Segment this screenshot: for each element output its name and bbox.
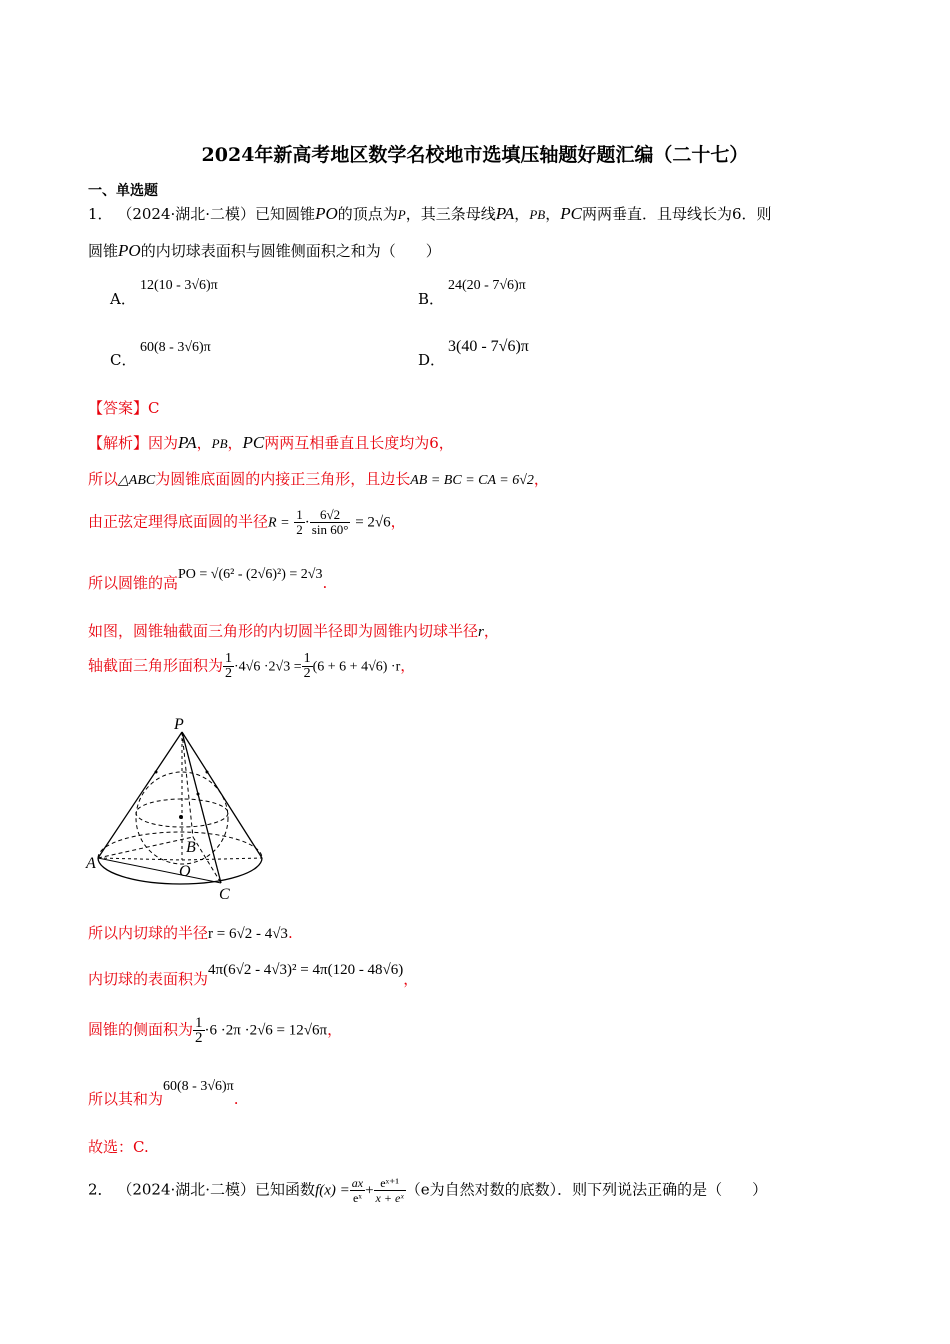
math-p: P — [397, 207, 406, 222]
math-po: PO — [315, 204, 338, 223]
analysis-text: 如图，圆锥轴截面三角形的内切圆半径即为圆锥内切球半径 — [88, 622, 479, 640]
analysis-tag: 【解析】 — [88, 434, 149, 452]
math-expr: ·6 ·2π ·2√6 = 12√6π — [204, 1022, 328, 1039]
math-r: r — [478, 624, 484, 640]
punct: ， — [400, 656, 416, 675]
fraction — [374, 1176, 406, 1205]
analysis-line-10 — [88, 1079, 239, 1109]
analysis-text: 轴截面三角形面积为 — [88, 656, 224, 675]
frac-den: 2 — [296, 522, 303, 537]
question-number: 1． — [88, 205, 113, 223]
frac-num: 1 — [303, 651, 311, 666]
math-po: PO — [118, 241, 141, 260]
analysis-line-3 — [88, 508, 406, 537]
frac-den: 2 — [195, 1030, 203, 1046]
cone-sphere-figure — [84, 712, 274, 902]
analysis-text: 为圆锥底面圆的内接正三角形，且边长 — [155, 470, 411, 488]
frac-den: 2 — [303, 666, 311, 681]
punct: ， — [483, 622, 499, 640]
label-b: B — [186, 839, 196, 856]
math-r: R = — [268, 515, 290, 531]
fraction — [310, 508, 351, 537]
frac-num: 1 — [225, 651, 233, 666]
analysis-text: 两两互相垂直且长度均为6， — [264, 434, 454, 452]
label-p: P — [174, 716, 184, 733]
math-fx: f(x) = — [315, 1182, 350, 1199]
question-text: 的内切球表面积与圆锥侧面积之和为（ ） — [140, 242, 441, 260]
analysis-line-4 — [88, 567, 328, 593]
math-pb: PB — [211, 436, 228, 451]
question-text: （e为自然对数的底数）．则下列说法正确的是（ ） — [405, 1180, 768, 1199]
math-expr: (6 + 6 + 4√6) ·r — [312, 659, 401, 675]
punct: . — [233, 1090, 239, 1108]
page-title: 2024年新高考地区数学名校地市选填压轴题好题汇编（二十七） — [201, 144, 749, 166]
math-pc: PC — [242, 433, 265, 452]
option-d-value[interactable]: 3(40 - 7√6)π — [448, 338, 529, 355]
analysis-text: 所以圆锥的高 — [88, 574, 179, 592]
question-text: 已知圆锥 — [255, 205, 316, 223]
analysis-line-8 — [88, 962, 419, 989]
section-heading: 一、单选题 — [88, 183, 158, 199]
analysis-text: 内切球的表面积为 — [88, 970, 209, 988]
math-pa: PA — [495, 204, 515, 223]
frac-num: 1 — [195, 1015, 203, 1031]
frac-den: eˣ — [353, 1191, 362, 1205]
analysis-line-5 — [88, 620, 499, 641]
frac-den: x + eˣ — [375, 1191, 404, 1205]
frac-den: sin 60° — [311, 522, 349, 537]
analysis-line-11: 故选：C. — [88, 1138, 149, 1156]
math-sum: 60(8 - 3√6)π — [163, 1079, 234, 1094]
analysis-text: 所以内切球的半径 — [88, 924, 209, 942]
math-dot: · — [304, 514, 310, 531]
analysis-line-9 — [88, 1016, 342, 1045]
option-c-value[interactable]: 60(8 - 3√6)π — [140, 340, 211, 355]
label-o: O — [179, 863, 191, 880]
math-radius: r = 6√2 - 4√3 — [208, 926, 288, 942]
frac-num: eˣ⁺¹ — [374, 1176, 406, 1191]
math-surface: 4π(6√2 - 4√3)² = 4π(120 - 48√6) — [208, 962, 404, 978]
punct: ， — [533, 470, 549, 488]
analysis-text: 所以其和为 — [88, 1090, 164, 1108]
math-side-length: AB = BC = CA = 6√2 — [410, 473, 534, 488]
question-source: （2024·湖北·二模） — [117, 205, 256, 223]
analysis-text: 因为 — [148, 434, 179, 452]
question-text: 圆锥 — [88, 242, 119, 260]
answer-line — [88, 397, 160, 418]
math-plus: + — [365, 1182, 374, 1199]
option-c-label[interactable]: C． — [110, 351, 137, 369]
analysis-line-6 — [88, 652, 415, 681]
option-b-label[interactable]: B． — [418, 290, 445, 308]
analysis-line-1 — [88, 432, 454, 453]
question-1-line-1 — [88, 203, 772, 224]
question-text: 已知函数 — [255, 1180, 316, 1199]
frac-den: 2 — [225, 666, 233, 681]
fraction — [302, 652, 313, 681]
fraction — [294, 508, 305, 537]
punct: ， — [514, 205, 530, 223]
fraction — [350, 1176, 365, 1205]
analysis-text: 由正弦定理得底面圆的半径 — [88, 512, 269, 531]
label-a: A — [86, 855, 96, 872]
punct: ， — [545, 205, 561, 223]
punct: ， — [196, 434, 212, 452]
math-height: PO = √(6² - (2√6)²) = 2√3 — [178, 567, 323, 582]
analysis-line-2 — [88, 468, 549, 489]
question-number: 2． — [88, 1180, 113, 1199]
punct: . — [322, 574, 328, 592]
question-2-line-1 — [88, 1176, 767, 1205]
answer-value: C — [148, 399, 160, 417]
question-text: ，其三条母线 — [405, 205, 496, 223]
analysis-line-7 — [88, 922, 293, 943]
option-a-value[interactable]: 12(10 - 3√6)π — [140, 278, 218, 293]
punct: ， — [327, 1020, 343, 1039]
analysis-text: 所以 — [88, 470, 119, 488]
frac-num: ax — [351, 1176, 364, 1190]
question-text: 两两垂直．且母线长为6．则 — [581, 205, 772, 223]
math-result: = 2√6 — [355, 514, 391, 531]
fraction — [223, 652, 234, 681]
analysis-text: 圆锥的侧面积为 — [88, 1020, 194, 1039]
option-d-label[interactable]: D． — [418, 351, 446, 369]
option-a-label[interactable]: A． — [110, 290, 136, 308]
math-pb: PB — [529, 207, 546, 222]
punct: ， — [390, 512, 406, 531]
answer-tag: 【答案】 — [88, 399, 149, 417]
question-source: （2024·湖北·二模） — [117, 1180, 256, 1199]
frac-num: 1 — [296, 507, 303, 522]
option-b-value[interactable]: 24(20 - 7√6)π — [448, 278, 526, 293]
question-text: 的顶点为 — [337, 205, 398, 223]
punct: ， — [403, 970, 419, 988]
label-c: C — [219, 886, 230, 902]
math-triangle: △ABC — [118, 473, 156, 488]
punct: ， — [227, 434, 243, 452]
punct: . — [287, 924, 293, 942]
math-pa: PA — [178, 433, 197, 452]
frac-num: 6√2 — [310, 508, 351, 523]
question-1-line-2 — [88, 240, 441, 261]
math-pc: PC — [560, 204, 582, 223]
fraction — [193, 1016, 205, 1045]
math-expr: ·4√6 ·2√3 = — [234, 659, 302, 675]
